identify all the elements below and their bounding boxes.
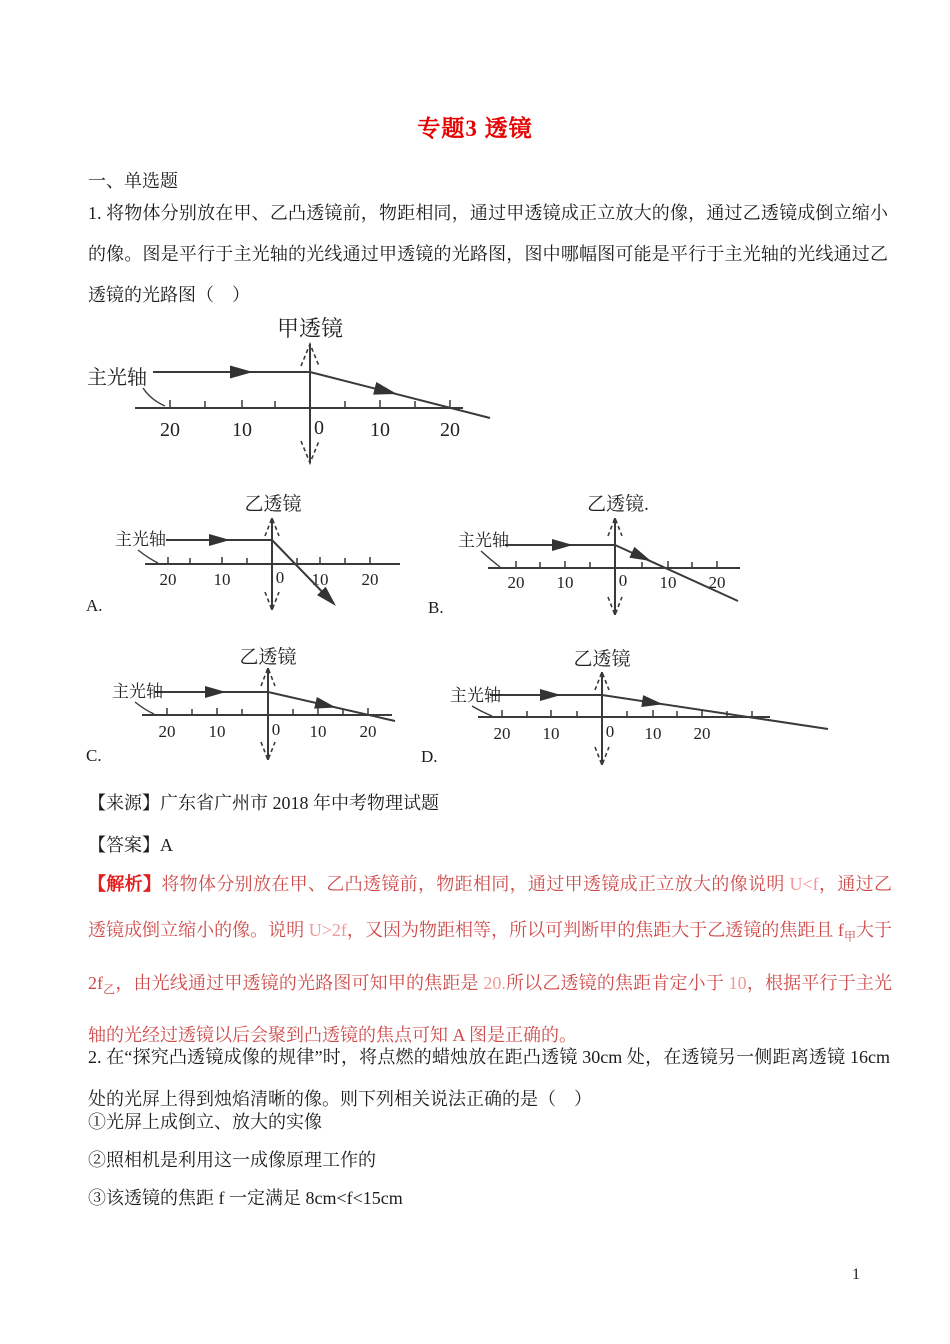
statement-1: ①光屏上成倒立、放大的实像 — [88, 1112, 322, 1132]
statement-2: ②照相机是利用这一成像原理工作的 — [88, 1150, 376, 1170]
incident-ray-arrowhead — [230, 366, 253, 379]
main-lens-diagram — [85, 308, 505, 470]
question-1-text: 1. 将物体分别放在甲、乙凸透镜前，物距相同，通过甲透镜成正立放大的像，通过乙透镜成倒立缩小的像。图是平行于主光轴的光线通过甲透镜的光路图，图中哪幅图可能是平行于主光轴的光线通过乙透镜的光路图（ ） — [88, 203, 888, 305]
source-line — [88, 789, 439, 815]
refracted-ray — [310, 372, 490, 418]
tick-label: 10 — [542, 724, 560, 743]
axis-ticks — [168, 557, 370, 564]
axis-label: 主光轴 — [450, 686, 501, 705]
axis-leader-line — [472, 706, 492, 716]
page-title: 专题3 透镜 — [417, 116, 533, 141]
statement-3: ③该透镜的焦距 f 一定满足 8cm<f<15cm — [88, 1188, 403, 1208]
analysis-highlight: 10 — [728, 972, 747, 993]
refracted-ray-arrowhead — [641, 695, 664, 710]
axis-leader-line — [135, 702, 154, 714]
question-2-text: 2. 在“探究凸透镜成像的规律”时，将点燃的蜡烛放在距凸透镜 30cm 处，在透镜另一侧距离透镜 16cm 处的光屏上得到烛焰清晰的像。则下列相关说法正确的是（ ） — [88, 1047, 890, 1109]
lens-label: 乙透镜. — [587, 494, 649, 515]
analysis-highlight: U>2f — [308, 920, 347, 940]
analysis-segment: 大于 2f — [88, 920, 893, 993]
tick-label: 20 — [440, 419, 460, 441]
option-b-letter: B. — [428, 598, 444, 617]
tick-label: 20 — [359, 722, 377, 741]
option-a-letter: A. — [86, 596, 103, 615]
option-a-diagram — [110, 488, 410, 618]
refracted-ray-arrowhead — [373, 382, 398, 400]
tick-label: 10 — [311, 570, 329, 589]
analysis-tag: 【解析】 — [88, 874, 162, 894]
section-heading: 一、单选题 — [88, 171, 178, 191]
axis-label: 主光轴 — [112, 682, 163, 701]
analysis-segment: ，由光线通过甲透镜的光路图可知甲的焦距是 — [115, 972, 484, 993]
tick-label: 20 — [158, 722, 176, 741]
tick-label: 20 — [493, 724, 511, 743]
tick-label: 10 — [659, 573, 677, 592]
axis-leader-line — [481, 551, 500, 567]
tick-label: 20 — [361, 570, 379, 589]
incident-ray-arrowhead — [540, 689, 561, 701]
axis-leader-line — [138, 550, 158, 563]
refracted-ray — [602, 695, 828, 729]
option-b-diagram — [455, 488, 755, 618]
incident-ray-arrowhead — [209, 534, 230, 546]
axis-label: 主光轴 — [458, 531, 509, 550]
tick-label: 10 — [556, 573, 574, 592]
option-d-letter: D. — [421, 747, 438, 766]
analysis-segment: ，通过乙透镜成倒立缩小的像。说明 — [88, 874, 893, 940]
incident-ray-arrowhead — [205, 686, 226, 698]
axis-label: 主光轴 — [115, 530, 166, 549]
tick-label: 0 — [314, 417, 324, 439]
lens-label: 乙透镜 — [573, 649, 631, 670]
tick-label: 10 — [213, 570, 231, 589]
tick-label: 20 — [693, 724, 711, 743]
tick-label: 20 — [507, 573, 525, 592]
axis-ticks — [516, 561, 717, 568]
tick-label: 10 — [208, 722, 226, 741]
source-tag: 【来源】 — [88, 793, 160, 813]
answer-line — [88, 831, 173, 857]
tick-label: 10 — [370, 419, 390, 441]
tick-label: 10 — [232, 419, 252, 441]
analysis-subscript: 乙 — [103, 982, 116, 997]
tick-label: 20 — [159, 570, 177, 589]
lens-label: 甲透镜 — [276, 316, 344, 341]
source-text: 广东省广州市 2018 年中考物理试题 — [160, 793, 439, 813]
answer-value: A — [160, 835, 173, 855]
lens-label: 乙透镜 — [239, 647, 297, 668]
analysis-segment: 所以乙透镜的焦距肯定小于 — [505, 972, 729, 993]
analysis-highlight: U<f — [789, 874, 819, 894]
option-c-diagram — [110, 640, 410, 770]
incident-ray-arrowhead — [552, 539, 573, 551]
analysis-segment: ，又因为物距相等，所以可判断甲的焦距大于乙透镜的焦距且 f — [346, 920, 844, 940]
axis-leader-line — [143, 388, 165, 406]
tick-label: 0 — [271, 720, 281, 739]
analysis-segment: ，根据平行于主光轴的光经过透镜以后会聚到凸透镜的焦点可知 A 图是正确的。 — [88, 972, 893, 1046]
analysis-text — [88, 861, 892, 1058]
tick-label: 10 — [644, 724, 662, 743]
page-number: 1 — [852, 1266, 860, 1283]
tick-label: 0 — [605, 722, 615, 741]
tick-label: 20 — [708, 573, 726, 592]
lens-label: 乙透镜 — [244, 494, 302, 515]
tick-label: 20 — [160, 419, 180, 441]
option-c-letter: C. — [86, 746, 102, 765]
answer-tag: 【答案】 — [88, 835, 160, 855]
analysis-segment: 将物体分别放在甲、乙凸透镜前，物距相同，通过甲透镜成正立放大的像说明 — [161, 874, 790, 894]
analysis-subscript: 甲 — [843, 929, 856, 944]
tick-label: 0 — [275, 568, 285, 587]
tick-label: 0 — [618, 571, 628, 590]
axis-label: 主光轴 — [87, 367, 147, 389]
tick-label: 10 — [309, 722, 327, 741]
analysis-highlight: 20. — [483, 972, 506, 993]
option-d-diagram — [450, 640, 840, 770]
